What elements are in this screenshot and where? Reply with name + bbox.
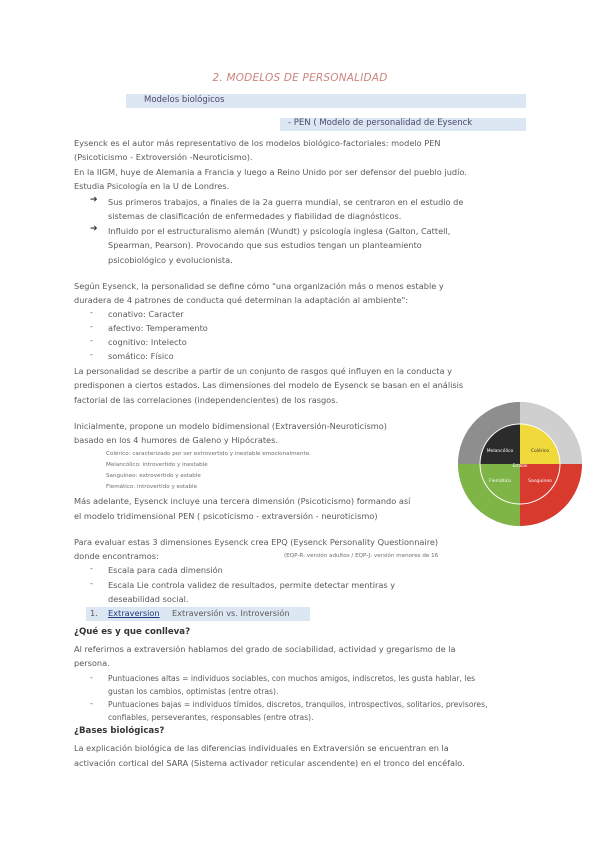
q1-line: Al referirnos a extraversión hablamos del grado de sociabilidad, actividad y gregarismo de la [74, 644, 456, 654]
intro-line: (Psicoticismo - Extroversión -Neuroticismo). [74, 152, 253, 162]
humor-item: Colérico: caracterizado por ser extrovertido y inestable emocionalmente. [106, 451, 311, 457]
epq-scale-item: Escala para cada dimensión [108, 565, 223, 575]
q2-line: activación cortical del SARA (Sistema activador reticular ascendente) en el tronco del encéfalo. [74, 758, 465, 768]
arrow-item-line: psicobiológico y evolucionista. [108, 255, 233, 265]
pattern-item: somático: Físico [108, 351, 174, 361]
intro-line: En la IIGM, huye de Alemania a Francia y luego a Reino Unido por ser defensor del pueblo judío. [74, 167, 467, 177]
page-title: 2. MODELOS DE PERSONALIDAD [212, 72, 388, 84]
dash-bullet: - [90, 308, 93, 317]
heading-number: 1. [90, 608, 98, 618]
definition-line: Según Eysenck, la personalidad se define cómo "una organización más o menos estable y [74, 281, 444, 291]
q1-line: persona. [74, 658, 110, 668]
bidimensional-line: basado en los 4 humores de Galeno y Hipócrates. [74, 435, 278, 445]
question-heading: ¿Qué es y que conlleva? [74, 627, 191, 637]
epq-line: donde encontramos: [74, 551, 159, 561]
epq-scale-item: Escala Lie controla validez de resultados, permite detectar mentiras y [108, 580, 396, 590]
temperament-wheel [456, 400, 584, 528]
arrow-bullet-icon: ➔ [90, 224, 98, 234]
definition-line: duradera de 4 patrones de conducta qué determinan la adaptación al ambiente": [74, 295, 409, 305]
dash-bullet: - [90, 350, 93, 359]
intro-line: Estudia Psicología en la U de Londres. [74, 181, 230, 191]
traits-line: predisponen a ciertos estados. Las dimensiones del modelo de Eysenck se basan en el análisis [74, 380, 464, 390]
arrow-item-line: sistemas de clasificación de enfermedades y fiabilidad de diagnósticos. [108, 211, 402, 221]
epq-line: Para evaluar estas 3 dimensiones Eysenck crea EPQ (Eysenck Personality Questionnaire) [74, 537, 439, 547]
center-label: Estable [512, 463, 528, 468]
subsection-label: - PEN ( Modelo de personalidad de Eysenck [288, 118, 473, 128]
dash-bullet: - [90, 579, 93, 588]
intro-line: Eysenck es el autor más representativo de los modelos biológico-factoriales: modelo PEN [74, 138, 441, 148]
quadrant-label: Melancólico [486, 449, 514, 454]
humor-item: Sanguíneo: extrovertido y estable [106, 473, 201, 479]
q2-line: La explicación biológica de las diferencias individuales en Extraversión se encuentran en la [74, 743, 449, 753]
low-score-line: confiables, perseverantes, responsables (entre otras). [108, 713, 314, 722]
arrow-bullet-icon: ➔ [90, 195, 98, 205]
traits-line: factorial de las correlaciones (independencientes) de los rasgos. [74, 395, 339, 405]
section-band [126, 94, 526, 108]
question-heading: ¿Bases biológicas? [74, 726, 165, 736]
dash-bullet: - [90, 673, 93, 682]
quadrant-label: Sanguíneo [528, 479, 552, 484]
dash-bullet: - [90, 322, 93, 331]
humor-item: Melancólico: introvertido y inestable [106, 462, 208, 468]
epq-scale-item: deseabilidad social. [108, 594, 189, 604]
arrow-item-line: Sus primeros trabajos, a finales de la 2a guerra mundial, se centraron en el estudio de [108, 197, 464, 207]
pattern-item: conativo: Caracter [108, 309, 184, 319]
dash-bullet: - [90, 564, 93, 573]
subsection-band [280, 118, 526, 131]
section-label: Modelos biológicos [144, 95, 225, 105]
arrow-item-line: Influido por el estructuralismo alemán (Wundt) y psicología inglesa (Galton, Cattell, [108, 226, 451, 236]
humor-item: Flemático: introvertido y estable [106, 484, 198, 490]
quadrant-label: Flemático [489, 479, 511, 484]
dash-bullet: - [90, 336, 93, 345]
tridimensional-line: Más adelante, Eysenck incluye una tercera dimensión (Psicoticismo) formando así [74, 496, 411, 506]
heading-rest: Extraversión vs. Introversión [172, 608, 290, 618]
high-score-line: Puntuaciones altas = individuos sociables, con muchos amigos, indiscretos, les gusta hablar, les [108, 674, 476, 683]
quadrant-label: Colérico [530, 449, 550, 454]
arrow-item-line: Spearman, Pearson). Provocando que sus estudios tengan un planteamiento [108, 240, 422, 250]
bidimensional-line: Inicialmente, propone un modelo bidimensional (Extraversión-Neuroticismo) [74, 421, 387, 431]
high-score-line: gustan los cambios, optimistas (entre otras). [108, 687, 279, 696]
pattern-item: afectivo: Temperamento [108, 323, 208, 333]
tridimensional-line: el modelo tridimensional PEN ( psicoticismo - extraversión - neuroticismo) [74, 511, 378, 521]
extraversion-heading [86, 607, 310, 621]
heading-highlight: Extraversion [108, 608, 160, 618]
epq-note: (EQP-R: versión adultos / EQP-J: versión menores de 16 [284, 553, 439, 559]
dash-bullet: - [90, 699, 93, 708]
low-score-line: Puntuaciones bajas = individuos tímidos, discretos, tranquilos, introspectivos, solitarios, previsores, [108, 700, 488, 709]
traits-line: La personalidad se describe a partir de un conjunto de rasgos qué influyen en la conducta y [74, 366, 452, 376]
pattern-item: cognitivo: Intelecto [108, 337, 187, 347]
